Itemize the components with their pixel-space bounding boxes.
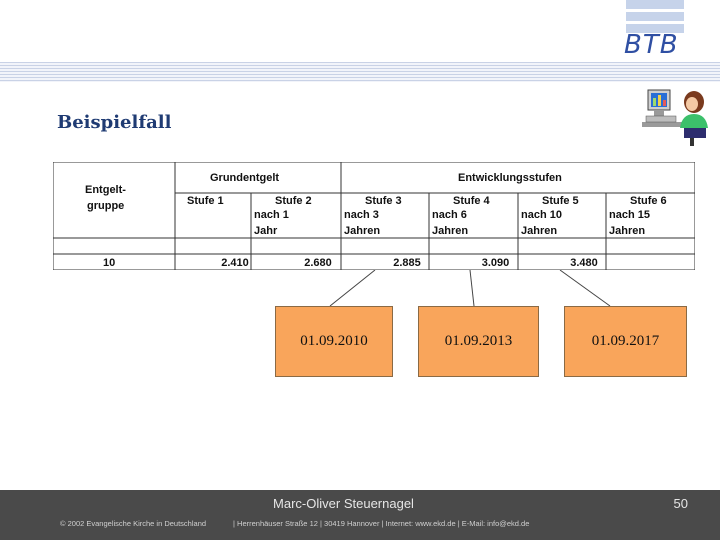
stage-detail: Jahr xyxy=(254,225,278,237)
stage-detail: Jahren xyxy=(521,225,558,237)
stage-detail: Jahren xyxy=(609,225,646,237)
date-box-3: 01.09.2017 xyxy=(564,306,687,377)
contact-text: | Herrenhäuser Straße 12 | 30419 Hannover | Internet: www.ekd.de | E-Mail: info@ekd.de xyxy=(233,519,530,528)
row-value: 3.090 xyxy=(481,257,510,269)
stage-detail: nach 15 xyxy=(609,209,650,221)
grundentgelt-header: Grundentgelt xyxy=(210,172,280,184)
stage-detail: Jahren xyxy=(432,225,469,237)
woman-at-computer-icon xyxy=(640,84,716,148)
date-box-1: 01.09.2010 xyxy=(275,306,393,377)
stage-detail: nach 3 xyxy=(344,209,379,221)
stage-detail: Jahren xyxy=(344,225,381,237)
stage-label: Stufe 4 xyxy=(453,195,490,207)
row-value: 2.680 xyxy=(304,257,332,269)
salary-table xyxy=(53,162,695,270)
stage-label: Stufe 2 xyxy=(275,195,312,207)
group-value: 10 xyxy=(103,257,116,269)
btb-logo: BTB xyxy=(624,30,679,60)
stage-label: Stufe 3 xyxy=(365,195,402,207)
stage-label: Stufe 6 xyxy=(630,195,667,207)
stage-detail: nach 1 xyxy=(254,209,289,221)
row-values xyxy=(221,257,598,269)
header-band xyxy=(0,62,720,82)
entwicklung-header: Entwicklungsstufen xyxy=(458,172,562,184)
copyright-text: © 2002 Evangelische Kirche in Deutschland xyxy=(60,519,207,528)
row-value: 2.885 xyxy=(393,257,421,269)
page-number: 50 xyxy=(673,496,688,511)
page-title: Beispielfall xyxy=(57,112,172,133)
group-header-line1: Entgelt- xyxy=(85,184,126,196)
stage-headers xyxy=(187,195,667,237)
stage-label: Stufe 1 xyxy=(187,195,224,207)
stage-detail: nach 10 xyxy=(521,209,562,221)
group-header-line2: gruppe xyxy=(87,200,125,212)
stage-detail: nach 6 xyxy=(432,209,467,221)
date-box-2: 01.09.2013 xyxy=(418,306,539,377)
stage-label: Stufe 5 xyxy=(542,195,579,207)
row-value: 2.410 xyxy=(221,257,249,269)
row-value: 3.480 xyxy=(570,257,598,269)
presenter-name: Marc-Oliver Steuernagel xyxy=(273,496,414,511)
